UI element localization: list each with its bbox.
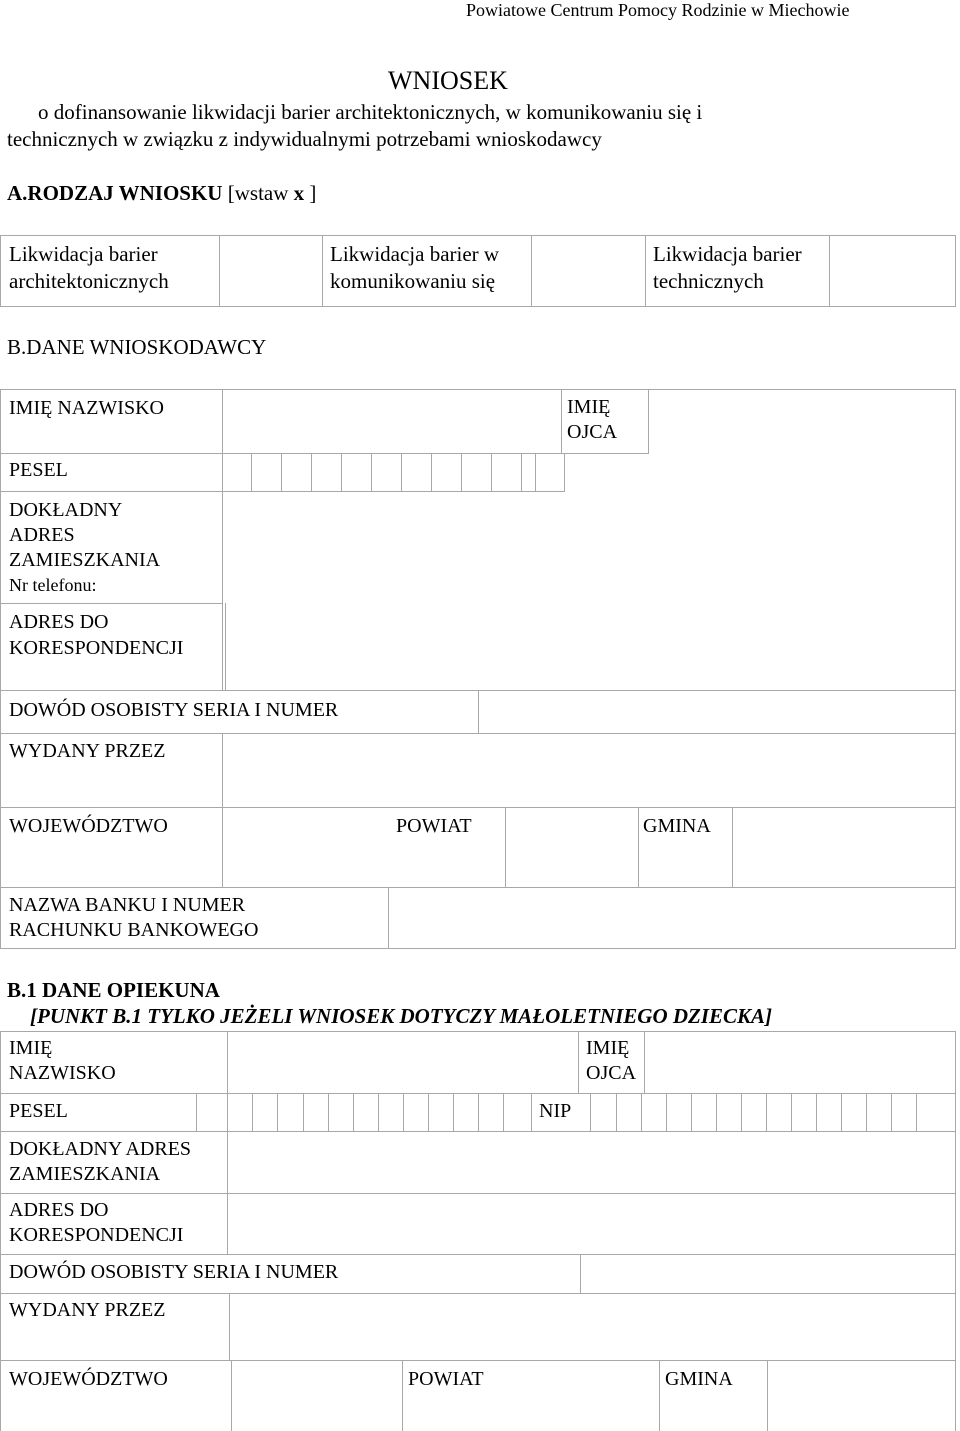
b-address-label-line1: DOKŁADNY <box>9 499 123 521</box>
option-communication-checkbox[interactable] <box>534 237 643 305</box>
b1-county-input[interactable] <box>405 1392 657 1428</box>
table-border-line <box>402 1360 403 1431</box>
option-technical-line2: technicznych <box>653 269 764 293</box>
b-bank-input[interactable] <box>391 890 953 946</box>
b-issued-label: WYDANY PRZEZ <box>9 740 166 762</box>
table-border-line <box>196 1093 197 1132</box>
table-border-line <box>561 389 562 454</box>
b-voivodeship-label: WOJEWÓDZTWO <box>9 815 168 837</box>
table-border-line <box>955 1031 956 1431</box>
table-border-line <box>732 807 733 887</box>
table-border-line <box>222 491 565 492</box>
table-border-line <box>0 948 956 949</box>
table-border-line <box>645 235 646 307</box>
option-technical-line1: Likwidacja barier <box>653 242 802 266</box>
b-corr-label-line1: ADRES DO <box>9 611 109 633</box>
b-name-label: IMIĘ NAZWISKO <box>9 397 164 419</box>
b-id-input[interactable] <box>481 692 953 731</box>
table-border-line <box>766 1093 767 1132</box>
table-border-line <box>227 1031 228 1094</box>
table-border-line <box>322 235 323 307</box>
section-a-title-rest-a: [wstaw <box>222 181 294 205</box>
table-border-line <box>0 807 956 808</box>
section-a-title-x: x <box>293 181 305 205</box>
table-border-line <box>328 1093 329 1132</box>
table-border-line <box>791 1093 792 1132</box>
table-border-line <box>0 1293 956 1294</box>
table-border-line <box>0 1360 956 1361</box>
section-a-title <box>7 181 316 205</box>
table-border-line <box>222 733 223 808</box>
table-border-line <box>231 1360 232 1431</box>
b-address-input[interactable] <box>226 495 953 601</box>
table-border-line <box>816 1093 817 1132</box>
b1-issued-label: WYDANY PRZEZ <box>9 1299 166 1321</box>
table-border-line <box>0 1254 956 1255</box>
b1-county-label: POWIAT <box>408 1368 484 1390</box>
table-border-line <box>691 1093 692 1132</box>
table-border-line <box>277 1093 278 1132</box>
form-title: WNIOSEK <box>388 66 508 95</box>
b1-address-label-line1: DOKŁADNY ADRES <box>9 1138 192 1160</box>
b1-address-input[interactable] <box>230 1134 953 1191</box>
b-address-label-line2: ADRES <box>9 524 75 546</box>
table-border-line <box>251 453 252 491</box>
b1-commune-input[interactable] <box>770 1363 953 1429</box>
table-border-line <box>388 887 389 949</box>
table-border-line <box>227 1193 228 1255</box>
table-border-line <box>222 807 223 887</box>
b1-id-label: DOWÓD OSOBISTY SERIA I NUMER <box>9 1261 339 1283</box>
table-border-line <box>281 453 282 491</box>
b1-corr-input[interactable] <box>230 1196 953 1252</box>
table-border-line <box>866 1093 867 1132</box>
table-border-line <box>666 1093 667 1132</box>
table-border-line <box>505 807 506 887</box>
b-father-input[interactable] <box>650 391 953 451</box>
table-border-line <box>478 1093 479 1132</box>
b1-father-label-line1: IMIĘ <box>586 1037 630 1059</box>
table-border-line <box>716 1093 717 1132</box>
table-border-line <box>227 1093 228 1132</box>
table-border-line <box>0 389 1 949</box>
b1-corr-label-line2: KORESPONDENCJI <box>9 1224 184 1246</box>
b1-commune-label: GMINA <box>665 1368 733 1390</box>
table-border-line <box>531 235 532 307</box>
option-communication-line2: komunikowaniu się <box>330 269 496 293</box>
b-bank-label-line1: NAZWA BANKU I NUMER <box>9 894 246 916</box>
section-a-title-bold: A.RODZAJ WNIOSKU <box>7 181 223 205</box>
table-border-line <box>916 1093 917 1132</box>
b-name-input[interactable] <box>224 391 559 451</box>
option-architectural-checkbox[interactable] <box>222 237 320 305</box>
option-architectural-line2: architektonicznych <box>9 269 169 293</box>
table-border-line <box>378 1093 379 1132</box>
table-border-line <box>341 453 342 491</box>
table-border-line <box>431 453 432 491</box>
table-border-line <box>222 389 223 691</box>
b-id-label: DOWÓD OSOBISTY SERIA I NUMER <box>9 699 339 721</box>
b1-nip-label: NIP <box>539 1100 572 1122</box>
table-border-line <box>0 389 956 390</box>
table-border-line <box>0 1131 956 1132</box>
table-border-line <box>461 453 462 491</box>
section-b1-subtitle: [PUNKT B.1 TYLKO JEŻELI WNIOSEK DOTYCZY MAŁOLETNIEGO DZIECKA] <box>30 1004 773 1028</box>
table-border-line <box>521 453 522 491</box>
table-border-line <box>303 1093 304 1132</box>
b-pesel-label: PESEL <box>9 459 68 481</box>
b-bank-label-line2: RACHUNKU BANKOWEGO <box>9 919 259 941</box>
section-b-title: B.DANE WNIOSKODAWCY <box>7 335 267 359</box>
table-border-line <box>955 235 956 307</box>
b-commune-label: GMINA <box>643 815 711 837</box>
b1-name-label-line1: IMIĘ <box>9 1037 53 1059</box>
table-border-line <box>741 1093 742 1132</box>
table-border-line <box>535 453 536 491</box>
table-border-line <box>371 453 372 491</box>
b-phone-label: Nr telefonu: <box>9 575 97 595</box>
table-border-line <box>453 1093 454 1132</box>
table-border-line <box>0 306 956 307</box>
option-architectural-line1: Likwidacja barier <box>9 242 158 266</box>
b-county-label: POWIAT <box>396 815 472 837</box>
table-border-line <box>252 1093 253 1132</box>
table-border-line <box>0 1193 956 1194</box>
table-border-line <box>229 1293 230 1361</box>
option-communication-line1: Likwidacja barier w <box>330 242 500 266</box>
table-border-line <box>401 453 402 491</box>
table-border-line <box>0 235 956 236</box>
table-border-line <box>648 389 649 454</box>
table-border-line <box>841 1093 842 1132</box>
b1-address-label-line2: ZAMIESZKANIA <box>9 1163 161 1185</box>
table-border-line <box>0 603 222 604</box>
b1-corr-label-line1: ADRES DO <box>9 1199 109 1221</box>
table-border-line <box>955 389 956 949</box>
table-border-line <box>644 1031 645 1094</box>
b-corr-label-line2: KORESPONDENCJI <box>9 637 184 659</box>
b1-voivodeship-label: WOJEWÓDZTWO <box>9 1368 168 1390</box>
b-father-label-line2: OJCA <box>567 421 618 443</box>
table-border-line <box>616 1093 617 1132</box>
table-border-line <box>403 1093 404 1132</box>
table-border-line <box>0 453 649 454</box>
table-border-line <box>311 453 312 491</box>
b-commune-input[interactable] <box>735 810 953 885</box>
table-border-line <box>590 1093 591 1132</box>
table-border-line <box>659 1360 660 1431</box>
table-border-line <box>353 1093 354 1132</box>
table-border-line <box>564 453 565 491</box>
table-border-line <box>0 1031 1 1431</box>
table-border-line <box>428 1093 429 1132</box>
section-b1-title: B.1 DANE OPIEKUNA <box>7 978 220 1002</box>
table-border-line <box>491 453 492 491</box>
option-technical-checkbox[interactable] <box>832 237 953 305</box>
form-subtitle-line2: technicznych w związku z indywidualnymi potrzebami wnioskodawcy <box>7 127 602 151</box>
table-border-line <box>531 1093 532 1132</box>
b1-issued-input[interactable] <box>232 1296 953 1358</box>
b-corr-input[interactable] <box>228 606 953 688</box>
table-border-line <box>891 1093 892 1132</box>
table-border-line <box>0 235 1 307</box>
b-address-label-line3: ZAMIESZKANIA <box>9 549 161 571</box>
institution-header: Powiatowe Centrum Pomocy Rodzinie w Miechowie <box>466 0 850 20</box>
section-a-title-rest-b: ] <box>304 181 317 205</box>
b-county-input[interactable] <box>508 810 636 885</box>
b1-id-input[interactable] <box>583 1256 953 1291</box>
b-father-label-line1: IMIĘ <box>567 396 611 418</box>
table-border-line <box>580 1254 581 1294</box>
table-border-line <box>225 603 226 691</box>
b1-name-input[interactable] <box>230 1033 576 1091</box>
table-border-line <box>0 733 956 734</box>
table-border-line <box>227 1131 228 1194</box>
b1-name-label-line2: NAZWISKO <box>9 1062 116 1084</box>
table-border-line <box>0 1031 956 1032</box>
table-border-line <box>767 1360 768 1431</box>
table-border-line <box>829 235 830 307</box>
b1-voivodeship-input[interactable] <box>234 1363 400 1429</box>
table-border-line <box>578 1031 579 1094</box>
table-border-line <box>478 690 479 733</box>
form-subtitle-line1: o dofinansowanie likwidacji barier architektonicznych, w komunikowaniu się i <box>38 100 703 124</box>
table-border-line <box>219 235 220 307</box>
table-border-line <box>0 491 222 492</box>
table-border-line <box>638 807 639 887</box>
b1-father-label-line2: OJCA <box>586 1062 637 1084</box>
table-border-line <box>503 1093 504 1132</box>
b1-father-input[interactable] <box>647 1033 953 1091</box>
table-border-line <box>0 887 956 888</box>
b1-pesel-label: PESEL <box>9 1100 68 1122</box>
table-border-line <box>641 1093 642 1132</box>
b-issued-input[interactable] <box>225 736 953 805</box>
